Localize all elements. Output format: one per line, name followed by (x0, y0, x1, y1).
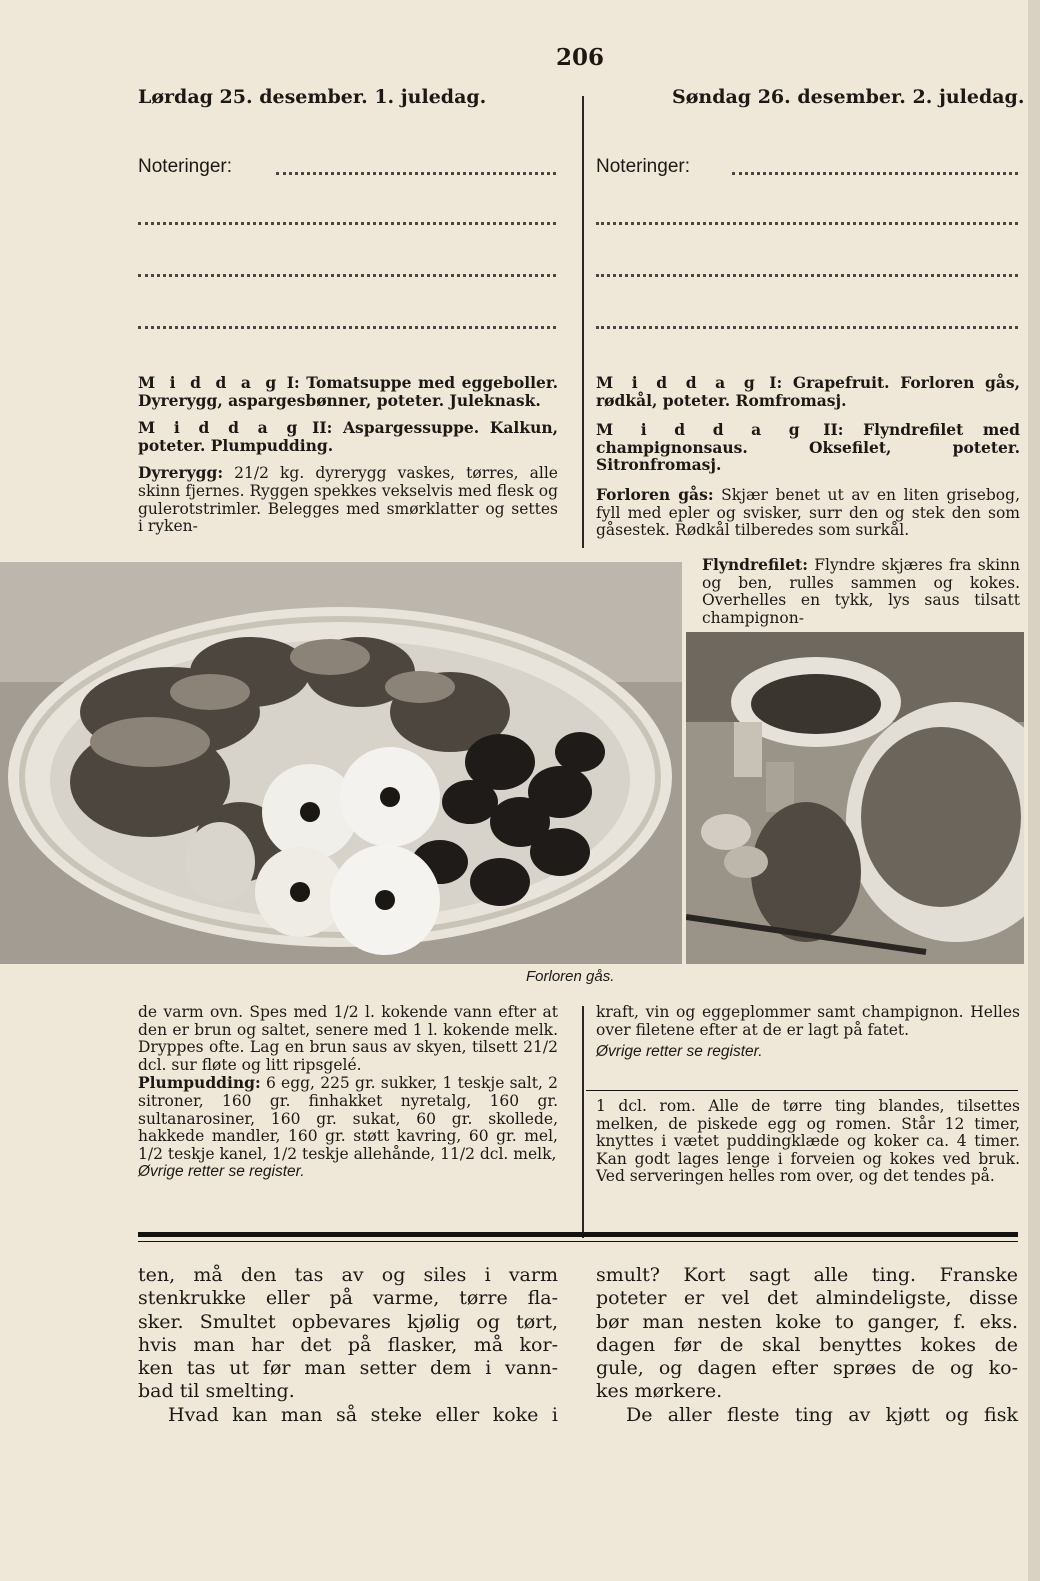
text-line: hvis man har det på flasker, må kor- (138, 1333, 558, 1356)
right-middag1: I: Grapefruit. Forloren gås, rødkål, poteter. Romfromasj. (596, 373, 1020, 410)
dyrerygg-continuation: de varm ovn. Spes med 1/2 l. kokende vann efter at den er brun og saltet, senere med 1 l. kokende melk. Dryppes ofte. Lag en brun saus av skyen, tilsett 21/2 dcl. sur fløte og litt ripsgelé. (138, 1003, 558, 1074)
divider-line (586, 1090, 1018, 1091)
column-divider (582, 96, 584, 548)
text-line: dagen før de skal benyttes kokes de (596, 1333, 1018, 1356)
text-line: poteter er vel det almindeligste, disse (596, 1287, 1018, 1310)
middag-label: M i d d a g (596, 373, 759, 392)
right-ovrige-note: Øvrige retter se register. (596, 1043, 763, 1061)
text-line: gule, og dagen efter sprøes de og ko- (596, 1357, 1018, 1380)
text-line: bad til smelting. (138, 1380, 295, 1403)
photo-caption: Forloren gås. (526, 968, 615, 985)
notes-line (276, 172, 556, 175)
text-line: De aller fleste ting av kjøtt og fisk (626, 1403, 1018, 1426)
text-line: bør man nesten koke to ganger, f. eks. (596, 1310, 1018, 1333)
notes-line (138, 222, 556, 225)
text-line: smult? Kort sagt alle ting. Franske (596, 1264, 1018, 1286)
bottom-right-text (596, 1264, 1018, 1427)
page-number: 206 (555, 44, 604, 71)
left-lower-block (138, 1004, 558, 1181)
text-line: ken tas ut før man setter dem i vann- (138, 1357, 558, 1380)
text-line: Hvad kan man så steke eller koke i (168, 1403, 558, 1426)
left-ovrige-note: Øvrige retter se register. (138, 1163, 305, 1181)
section-rule (138, 1241, 1018, 1242)
text-line: kes mørkere. (596, 1380, 723, 1403)
flyndre-block (702, 556, 1020, 627)
left-middag2: II: Aspargessuppe. Kalkun, poteter. Plumpudding. (138, 418, 558, 455)
right-notes-label: Noteringer: (596, 156, 690, 177)
left-menu-block (138, 374, 558, 536)
left-middag1: I: Tomatsuppe med eggeboller. Dyrerygg, aspargesbønner, poteter. Juleknask. (138, 373, 558, 410)
platter-photo (0, 562, 682, 964)
notes-line (138, 326, 556, 329)
right-menu-block (596, 374, 1020, 540)
left-notes-label: Noteringer: (138, 156, 232, 177)
notes-line (596, 222, 1018, 225)
text-line: ten, må den tas av og siles i varm (138, 1264, 558, 1286)
notes-line (596, 326, 1018, 329)
notes-line (596, 274, 1018, 277)
flyndre-continuation: kraft, vin og eggeplommer samt champignon. Helles over filetene efter at de er lagt på fatet. (596, 1003, 1020, 1039)
right-middag2: II: Flyndrefilet med champignonsaus. Oksefilet, poteter. Sitronfromasj. (596, 420, 1020, 475)
recipe-heading: Forloren gås: (596, 484, 714, 504)
middag-label: M i d d a g (138, 373, 281, 392)
recipe-heading: Flyndrefilet: (702, 555, 808, 574)
page-edge (1028, 0, 1040, 1581)
plumpudding-continuation: 1 dcl. rom. Alle de tørre ting blandes, tilsettes melken, de piskede egg og romen. Står 12 timer, knyttes i vætet puddingklæde og koker ca. 4 timer. Kan godt lages lenge i forveien og kokes ved bruk. Ved serveringen helles rom over, og det tendes på. (596, 1097, 1020, 1186)
middag-label: M i d d a g (138, 418, 302, 438)
pudding-continuation-block (596, 1098, 1020, 1186)
section-rule (138, 1232, 1018, 1237)
recipe-heading: Plumpudding: (138, 1073, 261, 1093)
bottom-left-text (138, 1264, 558, 1427)
recipe-heading: Dyrerygg: (138, 463, 224, 483)
flyndre-recipe: Flyndre skjæres fra skinn og ben, rulles sammen og kokes. Overhelles en tykk, lys saus tilsatt champignon- (702, 556, 1020, 627)
left-day-title: Lørdag 25. desember. 1. juledag. (138, 86, 487, 108)
notes-line (732, 172, 1018, 175)
plumpudding-recipe: 6 egg, 225 gr. sukker, 1 teskje salt, 2 sitroner, 160 gr. finhakket nyretalg, 160 gr. sultanarosiner, 160 gr. sukat, 60 gr. skollede, hakkede mandler, 160 gr. støtt kavring, 60 gr. mel, 1/2 teskje kanel, 1/2 teskje allehånde, 11/2 dcl. melk, (138, 1074, 558, 1163)
middag-label: M i d d a g (596, 420, 804, 440)
column-divider (582, 1006, 584, 1238)
right-lower-block (596, 1004, 1020, 1061)
notes-line (138, 274, 556, 277)
text-line: sker. Smultet opbevares kjølig og tørt, (138, 1310, 558, 1333)
roast-photo (686, 632, 1024, 964)
text-line: stenkrukke eller på varme, tørre fla- (138, 1287, 558, 1310)
forloren-recipe: Skjær benet ut av en liten grisebog, fyll med epler og svisker, surr den og stek den som gåsestek. Rødkål tilberedes som surkål. (596, 485, 1020, 540)
right-day-title: Søndag 26. desember. 2. juledag. (672, 86, 1025, 108)
dyrerygg-recipe: 21/2 kg. dyrerygg vaskes, tørres, alle skinn fjernes. Ryggen spekkes vekselvis med flesk og gulerotstrimler. Belegges med smørklatter og settes i ryken- (138, 464, 558, 536)
